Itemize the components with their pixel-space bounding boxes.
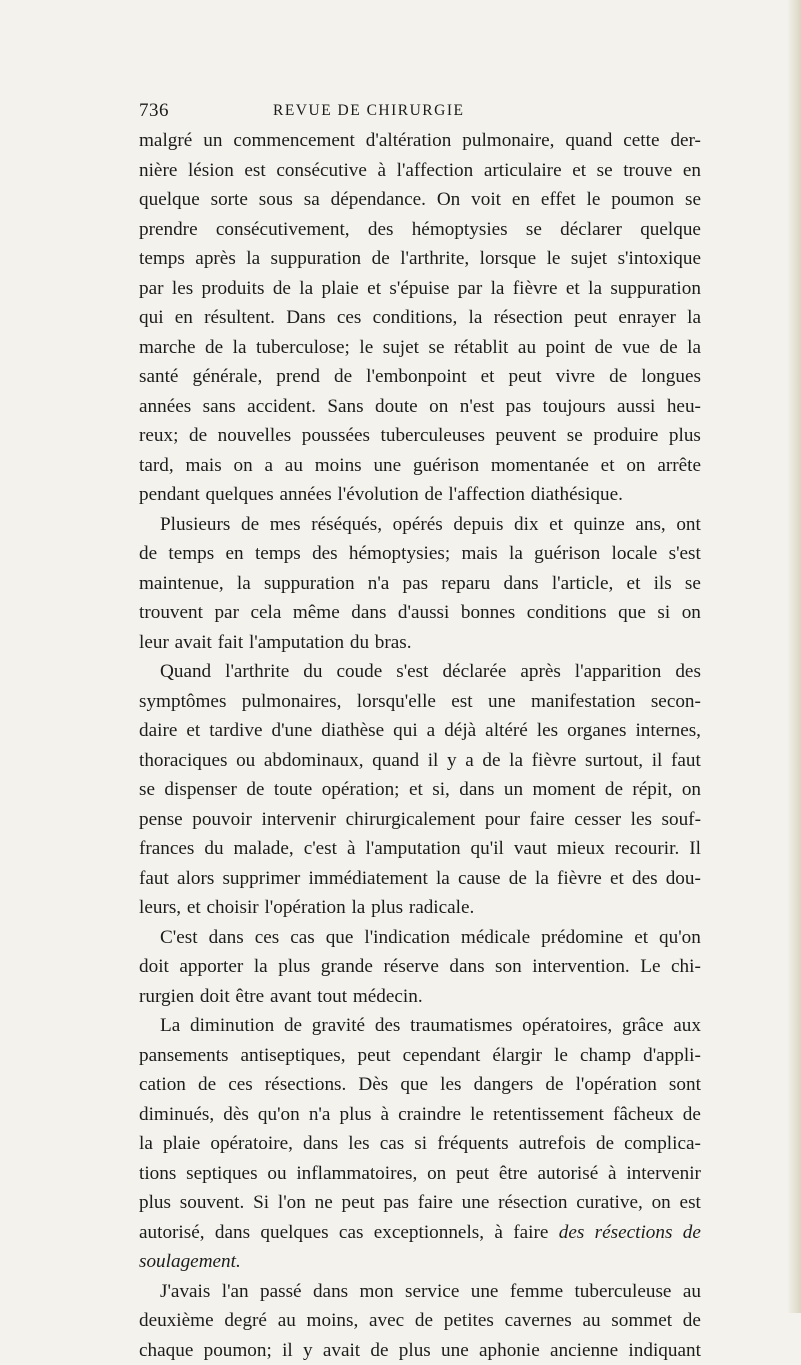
text-line: soulagement. (139, 1247, 701, 1277)
text-line: cation de ces résections. Dès que les dangers de l'opération sont (139, 1070, 701, 1100)
text-line: malgré un commencement d'altération pulmonaire, quand cette der- (139, 126, 701, 156)
text-line: tard, mais on a au moins une guérison momentanée et on arrête (139, 451, 701, 481)
body-text (139, 126, 701, 1365)
text-line: rurgien doit être avant tout médecin. (139, 982, 701, 1012)
text-line: nière lésion est consécutive à l'affection articulaire et se trouve en (139, 156, 701, 186)
text-line: leurs, et choisir l'opération la plus radicale. (139, 893, 701, 923)
text-line: pendant quelques années l'évolution de l'affection diathésique. (139, 480, 701, 510)
text-line: trouvent par cela même dans d'aussi bonnes conditions que si on (139, 598, 701, 628)
text-line: autorisé, dans quelques cas exceptionnels, à faire des résections de (139, 1218, 701, 1248)
text-line: maintenue, la suppuration n'a pas reparu dans l'article, et ils se (139, 569, 701, 599)
text-line: daire et tardive d'une diathèse qui a déjà altéré les organes internes, (139, 716, 701, 746)
text-line: prendre consécutivement, des hémoptysies se déclarer quelque (139, 215, 701, 245)
text-line: santé générale, prend de l'embonpoint et peut vivre de longues (139, 362, 701, 392)
text-line: reux; de nouvelles poussées tuberculeuses peuvent se produire plus (139, 421, 701, 451)
text-line: chaque poumon; il y avait de plus une aphonie ancienne indiquant (139, 1336, 701, 1365)
text-line: frances du malade, c'est à l'amputation qu'il vaut mieux recourir. Il (139, 834, 701, 864)
text-line: pansements antiseptiques, peut cependant élargir le champ d'appli- (139, 1041, 701, 1071)
text-line: plus souvent. Si l'on ne peut pas faire une résection curative, on est (139, 1188, 701, 1218)
text-line: doit apporter la plus grande réserve dans son intervention. Le chi- (139, 952, 701, 982)
page-edge-shadow (787, 0, 801, 1313)
text-line: tions septiques ou inflammatoires, on peut être autorisé à intervenir (139, 1159, 701, 1189)
text-line: la plaie opératoire, dans les cas si fréquents autrefois de complica- (139, 1129, 701, 1159)
page-header (139, 100, 699, 124)
text-line: par les produits de la plaie et s'épuise par la fièvre et la suppuration (139, 274, 701, 304)
text-line: se dispenser de toute opération; et si, dans un moment de répit, on (139, 775, 701, 805)
text-line: de temps en temps des hémoptysies; mais la guérison locale s'est (139, 539, 701, 569)
text-line: symptômes pulmonaires, lorsqu'elle est une manifestation secon- (139, 687, 701, 717)
text-line: J'avais l'an passé dans mon service une femme tuberculeuse au (139, 1277, 701, 1307)
text-line: Plusieurs de mes réséqués, opérés depuis dix et quinze ans, ont (139, 510, 701, 540)
text-line: leur avait fait l'amputation du bras. (139, 628, 701, 658)
text-line: pense pouvoir intervenir chirurgicalement pour faire cesser les souf- (139, 805, 701, 835)
text-line: qui en résultent. Dans ces conditions, la résection peut enrayer la (139, 303, 701, 333)
text-line: deuxième degré au moins, avec de petites cavernes au sommet de (139, 1306, 701, 1336)
text-line: temps après la suppuration de l'arthrite, lorsque le sujet s'intoxique (139, 244, 701, 274)
text-line: Quand l'arthrite du coude s'est déclarée après l'apparition des (139, 657, 701, 687)
text-line: thoraciques ou abdominaux, quand il y a de la fièvre surtout, il faut (139, 746, 701, 776)
text-line: faut alors supprimer immédiatement la cause de la fièvre et des dou- (139, 864, 701, 894)
text-line: La diminution de gravité des traumatismes opératoires, grâce aux (139, 1011, 701, 1041)
text-line: diminués, dès qu'on n'a plus à craindre le retentissement fâcheux de (139, 1100, 701, 1130)
page-number: 736 (139, 100, 169, 122)
text-line: C'est dans ces cas que l'indication médicale prédomine et qu'on (139, 923, 701, 953)
text-line: quelque sorte sous sa dépendance. On voit en effet le poumon se (139, 185, 701, 215)
text-line: marche de la tuberculose; le sujet se rétablit au point de vue de la (139, 333, 701, 363)
text-line: années sans accident. Sans doute on n'est pas toujours aussi heu- (139, 392, 701, 422)
running-title: REVUE DE CHIRURGIE (273, 102, 464, 120)
